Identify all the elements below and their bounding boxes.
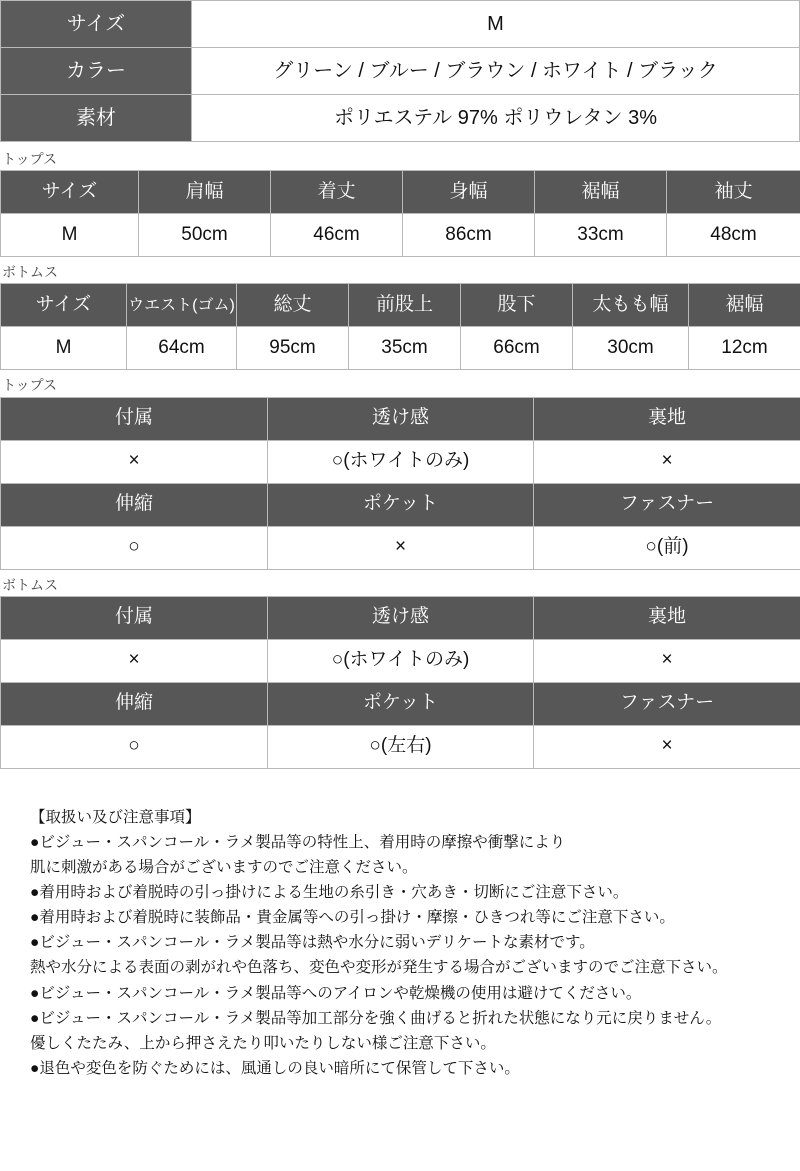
- spec-value-size: M: [192, 1, 800, 48]
- bottoms-attribute-table: [0, 596, 800, 769]
- tops-attribute-table: [0, 397, 800, 570]
- spec-table: [0, 0, 800, 142]
- tops-attr-value: ×: [268, 526, 534, 569]
- table-row: [1, 214, 800, 257]
- tops-attr-value: ×: [1, 440, 268, 483]
- notes-line: ●ビジュー・スパンコール・ラメ製品等へのアイロンや乾燥機の使用は避けてください。: [30, 981, 775, 1006]
- bottoms-size-value: 35cm: [349, 327, 461, 370]
- section-label-bottoms-size: ボトムス: [2, 263, 800, 281]
- bottoms-size-value: M: [1, 327, 127, 370]
- notes-line: 優しくたたみ、上から押さえたり叩いたりしない様ご注意下さい。: [30, 1031, 775, 1056]
- bottoms-size-table: [0, 283, 800, 370]
- tops-size-value: 50cm: [139, 214, 271, 257]
- tops-size-table: [0, 170, 800, 257]
- bottoms-size-header: 総丈: [237, 284, 349, 327]
- bottoms-attr-header: ファスナー: [534, 682, 800, 725]
- bottoms-size-header: ウエスト(ゴム): [127, 284, 237, 327]
- tops-size-header: 袖丈: [667, 171, 800, 214]
- tops-attr-value: ○(ホワイトのみ): [268, 440, 534, 483]
- bottoms-attr-header: ポケット: [268, 682, 534, 725]
- bottoms-size-header: 太もも幅: [573, 284, 689, 327]
- bottoms-size-value: 30cm: [573, 327, 689, 370]
- bottoms-attr-header: 裏地: [534, 596, 800, 639]
- bottoms-attr-header: 付属: [1, 596, 268, 639]
- tops-size-value: 33cm: [535, 214, 667, 257]
- tops-size-header: 肩幅: [139, 171, 271, 214]
- table-header-row: [1, 171, 800, 214]
- table-row: [1, 48, 800, 95]
- bottoms-size-value: 66cm: [461, 327, 573, 370]
- bottoms-size-value: 64cm: [127, 327, 237, 370]
- table-row: [1, 327, 800, 370]
- bottoms-attr-value: ○: [1, 725, 268, 768]
- bottoms-size-value: 12cm: [689, 327, 800, 370]
- tops-attr-header: ポケット: [268, 483, 534, 526]
- spec-label-color: カラー: [1, 48, 192, 95]
- table-header-row: [1, 483, 800, 526]
- spec-label-material: 素材: [1, 95, 192, 142]
- tops-attr-header: 裏地: [534, 397, 800, 440]
- bottom-spacer: [0, 1081, 800, 1171]
- section-label-bottoms-attr: ボトムス: [2, 576, 800, 594]
- notes-line: ●ビジュー・スパンコール・ラメ製品等は熱や水分に弱いデリケートな素材です。: [30, 930, 775, 955]
- tops-attr-value: ○(前): [534, 526, 800, 569]
- tops-attr-value: ○: [1, 526, 268, 569]
- bottoms-attr-header: 透け感: [268, 596, 534, 639]
- tops-size-value: 48cm: [667, 214, 800, 257]
- tops-size-value: 46cm: [271, 214, 403, 257]
- table-header-row: [1, 284, 800, 327]
- bottoms-attr-value: ×: [1, 639, 268, 682]
- tops-attr-header: 透け感: [268, 397, 534, 440]
- spec-value-material: ポリエステル 97% ポリウレタン 3%: [192, 95, 800, 142]
- tops-attr-header: ファスナー: [534, 483, 800, 526]
- table-row: [1, 95, 800, 142]
- table-header-row: [1, 596, 800, 639]
- tops-size-header: サイズ: [1, 171, 139, 214]
- notes-title: 【取扱い及び注意事項】: [30, 805, 775, 830]
- table-row: [1, 440, 800, 483]
- table-row: [1, 1, 800, 48]
- tops-size-header: 身幅: [403, 171, 535, 214]
- section-label-tops-size: トップス: [2, 150, 800, 168]
- care-notes: [30, 805, 775, 1081]
- tops-size-value: M: [1, 214, 139, 257]
- bottoms-size-header: 前股上: [349, 284, 461, 327]
- table-row: [1, 526, 800, 569]
- tops-size-header: 着丈: [271, 171, 403, 214]
- bottoms-attr-value: ×: [534, 639, 800, 682]
- notes-line: ●着用時および着脱時に装飾品・貴金属等への引っ掛け・摩擦・ひきつれ等にご注意下さい。: [30, 905, 775, 930]
- table-row: [1, 639, 800, 682]
- notes-line: ●ビジュー・スパンコール・ラメ製品等加工部分を強く曲げると折れた状態になり元に戻りません。: [30, 1006, 775, 1031]
- tops-attr-header: 伸縮: [1, 483, 268, 526]
- section-label-tops-attr: トップス: [2, 376, 800, 394]
- table-row: [1, 725, 800, 768]
- notes-line: ●退色や変色を防ぐためには、風通しの良い暗所にて保管して下さい。: [30, 1056, 775, 1081]
- notes-line: ●着用時および着脱時の引っ掛けによる生地の糸引き・穴あき・切断にご注意下さい。: [30, 880, 775, 905]
- bottoms-size-value: 95cm: [237, 327, 349, 370]
- tops-attr-value: ×: [534, 440, 800, 483]
- spec-value-color: グリーン / ブルー / ブラウン / ホワイト / ブラック: [192, 48, 800, 95]
- bottoms-attr-value: ○(ホワイトのみ): [268, 639, 534, 682]
- bottoms-attr-value: ○(左右): [268, 725, 534, 768]
- tops-size-value: 86cm: [403, 214, 535, 257]
- bottoms-size-header: サイズ: [1, 284, 127, 327]
- bottoms-attr-value: ×: [534, 725, 800, 768]
- tops-attr-header: 付属: [1, 397, 268, 440]
- bottoms-size-header: 股下: [461, 284, 573, 327]
- table-header-row: [1, 682, 800, 725]
- notes-line: ●ビジュー・スパンコール・ラメ製品等の特性上、着用時の摩擦や衝撃により: [30, 830, 775, 855]
- tops-size-header: 裾幅: [535, 171, 667, 214]
- table-header-row: [1, 397, 800, 440]
- notes-line: 肌に刺激がある場合がございますのでご注意ください。: [30, 855, 775, 880]
- bottoms-attr-header: 伸縮: [1, 682, 268, 725]
- spec-label-size: サイズ: [1, 1, 192, 48]
- notes-line: 熱や水分による表面の剥がれや色落ち、変色や変形が発生する場合がございますのでご注意下さい。: [30, 955, 775, 980]
- bottoms-size-header: 裾幅: [689, 284, 800, 327]
